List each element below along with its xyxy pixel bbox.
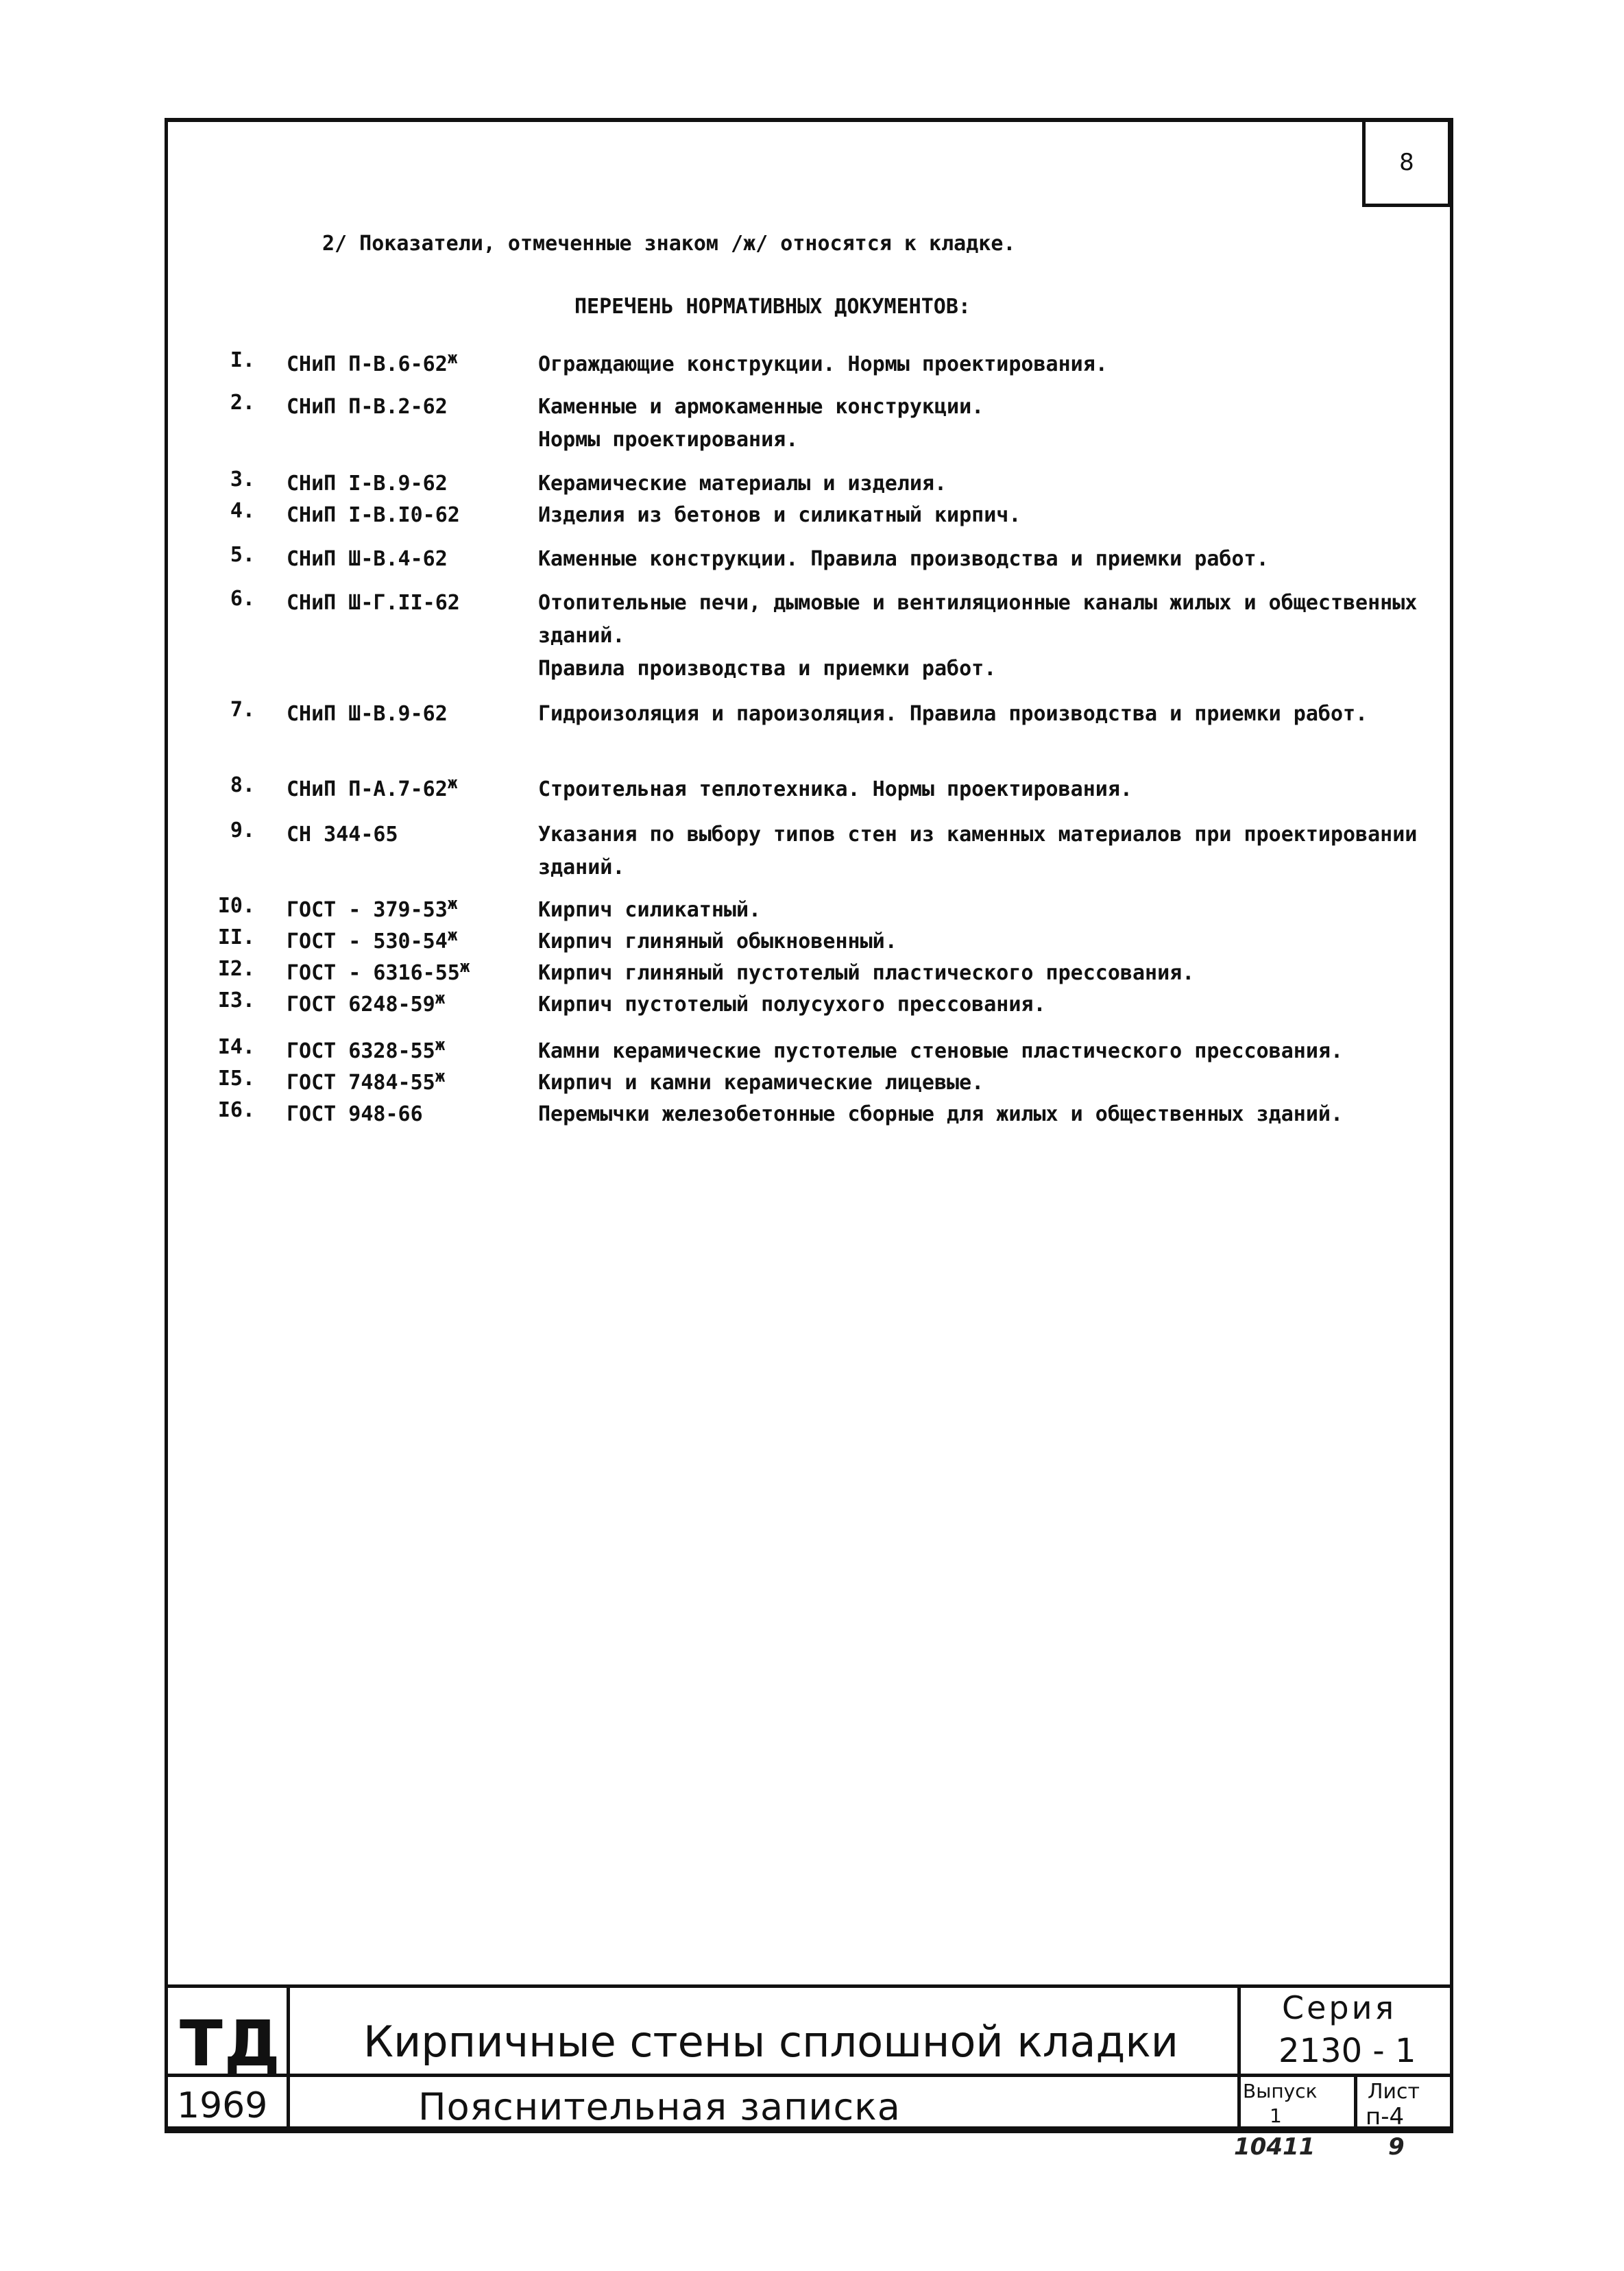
document-number: I5.	[217, 1067, 255, 1091]
vypusk-value: 1	[1270, 2104, 1282, 2127]
document-number: I.	[230, 348, 255, 372]
document-subtitle: Пояснительная записка	[418, 2085, 901, 2128]
document-code	[287, 925, 457, 954]
document-code-text: СНиП I-В.9-62	[287, 472, 448, 496]
document-code-text: ГОСТ - 6316-55	[287, 961, 460, 985]
document-code-text: СНиП П-В.6-62	[287, 352, 448, 376]
document-description: Камни керамические пустотелые стеновые пластического прессования.	[538, 1039, 1343, 1063]
vypusk-label: Выпуск	[1243, 2080, 1318, 2102]
document-number: I4.	[217, 1035, 255, 1059]
document-code	[287, 698, 448, 726]
document-description: Гидроизоляция и пароизоляция. Правила производства и приемки работ.	[538, 702, 1368, 726]
note-text: 2/ Показатели, отмеченные знаком /ж/ относятся к кладке.	[322, 232, 1016, 256]
document-code	[287, 1035, 445, 1063]
document-number: I6.	[217, 1098, 255, 1122]
document-code-text: ГОСТ 7484-55	[287, 1071, 435, 1095]
handwritten-sheet: 9	[1388, 2133, 1405, 2161]
title-block	[165, 1984, 1453, 2133]
document-number: I3.	[217, 988, 255, 1012]
document-code-text: ГОСТ - 530-54	[287, 930, 448, 954]
document-number: 8.	[230, 773, 255, 797]
document-code-text: СНиП Ш-В.9-62	[287, 702, 448, 726]
document-code	[287, 818, 398, 847]
document-star-mark: ж	[459, 957, 470, 976]
year: 1969	[177, 2085, 268, 2126]
list-value: п-4	[1366, 2103, 1405, 2130]
document-description: Кирпич пустотелый полусухого прессования.	[538, 993, 1046, 1017]
document-description: Кирпич силикатный.	[538, 898, 762, 922]
tb-divider-middle	[165, 2074, 1453, 2077]
document-code	[287, 391, 448, 419]
inventory-number: 10411	[1234, 2133, 1316, 2161]
seria-value: 2130 - 1	[1278, 2032, 1416, 2070]
document-code-text: СНиП I-В.I0-62	[287, 503, 460, 527]
seria-label: Серия	[1282, 1989, 1397, 2026]
document-code	[287, 348, 457, 376]
document-code-text: СНиП П-А.7-62	[287, 777, 448, 801]
document-description: Строительная теплотехника. Нормы проектирования.	[538, 777, 1132, 801]
document-code	[287, 499, 460, 527]
document-title: Кирпичные стены сплошной кладки	[363, 2017, 1179, 2067]
document-star-mark: ж	[447, 925, 458, 945]
document-number: II.	[217, 925, 255, 949]
document-code-text: ГОСТ - 379-53	[287, 898, 448, 922]
document-star-mark: ж	[435, 988, 446, 1008]
document-code-text: СНиП Ш-В.4-62	[287, 547, 448, 571]
document-description: Изделия из бетонов и силикатный кирпич.	[538, 503, 1021, 527]
document-description: Кирпич глиняный обыкновенный.	[538, 930, 897, 954]
document-number: 6.	[230, 587, 255, 611]
document-code	[287, 467, 448, 496]
page-number: 8	[1399, 149, 1414, 176]
document-description: Указания по выбору типов стен из каменных материалов при проектировании зданий.	[538, 823, 1418, 879]
document-number: 5.	[230, 543, 255, 567]
document-number: 7.	[230, 698, 255, 722]
document-description: Каменные и армокаменные конструкции. Нормы проектирования.	[538, 395, 984, 452]
document-code	[287, 988, 445, 1017]
document-description: Кирпич и камни керамические лицевые.	[538, 1071, 984, 1095]
document-number: 2.	[230, 391, 255, 415]
list-title: ПЕРЕЧЕНЬ НОРМАТИВНЫХ ДОКУМЕНТОВ:	[574, 295, 971, 319]
document-description: Керамические материалы и изделия.	[538, 472, 947, 496]
org-mark: ТД	[180, 2007, 282, 2080]
document-code	[287, 1098, 423, 1126]
document-star-mark: ж	[447, 348, 458, 367]
tb-divider-left	[287, 1988, 290, 2133]
document-code	[287, 957, 470, 985]
document-code-text: СН 344-65	[287, 823, 398, 847]
document-number: 9.	[230, 818, 255, 842]
document-code	[287, 773, 457, 801]
document-star-mark: ж	[447, 773, 458, 792]
document-code-text: СНиП П-В.2-62	[287, 395, 448, 419]
document-code	[287, 543, 448, 571]
document-code	[287, 1067, 445, 1095]
page-number-box	[1362, 118, 1451, 207]
document-number: I0.	[217, 894, 255, 918]
document-description: Отопительные печи, дымовые и вентиляционные каналы жилых и общественных зданий. Правила производства и приемки работ.	[538, 591, 1418, 681]
document-number: 4.	[230, 499, 255, 523]
document-description: Перемычки железобетонные сборные для жилых и общественных зданий.	[538, 1102, 1343, 1126]
document-code-text: ГОСТ 6328-55	[287, 1039, 435, 1063]
document-number: 3.	[230, 467, 255, 491]
document-code	[287, 587, 460, 615]
document-number: I2.	[217, 957, 255, 981]
document-code-text: ГОСТ 948-66	[287, 1102, 423, 1126]
document-description: Каменные конструкции. Правила производства и приемки работ.	[538, 547, 1269, 571]
tb-divider-right	[1237, 1988, 1241, 2133]
document-code-text: ГОСТ 6248-59	[287, 993, 435, 1017]
document-description: Кирпич глиняный пустотелый пластического прессования.	[538, 961, 1195, 985]
document-star-mark: ж	[435, 1035, 446, 1054]
document-star-mark: ж	[435, 1067, 446, 1086]
document-description: Ограждающие конструкции. Нормы проектирования.	[538, 352, 1108, 376]
tb-divider-list	[1354, 2074, 1357, 2133]
document-star-mark: ж	[447, 894, 458, 913]
document-code-text: СНиП Ш-Г.II-62	[287, 591, 460, 615]
document-code	[287, 894, 457, 922]
list-label: Лист	[1368, 2080, 1420, 2104]
